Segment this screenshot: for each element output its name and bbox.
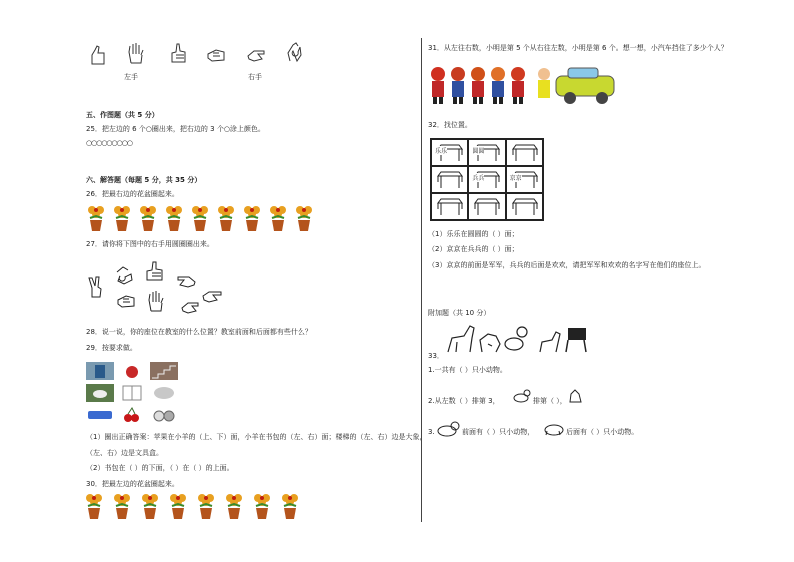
flower-pot[interactable] bbox=[190, 204, 210, 232]
question-32-part-3: （3）京京的前面是军军，兵兵的后面是欢欢，请把军军和欢欢的名字写在他们的座位上。 bbox=[428, 261, 706, 269]
dog-icon bbox=[511, 388, 531, 404]
flower-pot[interactable] bbox=[112, 492, 132, 520]
left-hand-label: 左手 bbox=[124, 73, 138, 81]
puppy-icon bbox=[434, 420, 460, 438]
hand-fist-icon bbox=[206, 44, 226, 66]
book-icon bbox=[118, 384, 146, 402]
flower-pot[interactable] bbox=[138, 204, 158, 232]
pig-icon bbox=[542, 419, 566, 437]
desk-icon bbox=[435, 170, 465, 190]
seat-name-label: 乐乐 bbox=[435, 148, 448, 155]
flower-pot[interactable] bbox=[164, 204, 184, 232]
flower-pot[interactable] bbox=[168, 492, 188, 520]
hand-five-icon bbox=[126, 42, 146, 64]
hand-point-right-icon bbox=[202, 286, 222, 308]
children-and-car-picture bbox=[430, 62, 620, 106]
seat-cell[interactable] bbox=[431, 193, 468, 220]
flower-pot[interactable] bbox=[280, 492, 300, 520]
flower-pot[interactable] bbox=[252, 492, 272, 520]
flower-pot[interactable] bbox=[112, 204, 132, 232]
pencil-case-icon bbox=[86, 406, 114, 424]
hand-thumbs-up-icon-2 bbox=[144, 260, 164, 282]
desk-icon bbox=[510, 197, 540, 217]
seat-name-label: 圆圆 bbox=[472, 148, 485, 155]
question-32-part-1: （1）乐乐在圆圆的（ ）面； bbox=[428, 230, 519, 238]
flower-pot[interactable] bbox=[216, 204, 236, 232]
flower-pot[interactable] bbox=[86, 204, 106, 232]
question-29-picture-grid bbox=[86, 362, 178, 424]
question-28: 28．说一说，你的座位在教室的什么位置？教室前面和后面都有些什么？ bbox=[86, 328, 312, 336]
question-30: 30．把最左边的花盆圈起来。 bbox=[86, 480, 179, 488]
question-29: 29．按要求做。 bbox=[86, 344, 137, 352]
question-33-part-2b: 排第（ ）， bbox=[533, 397, 567, 405]
extra-section-title: 附加题（共 10 分） bbox=[428, 309, 491, 317]
question-32: 32．找位置。 bbox=[428, 121, 472, 129]
hand-ok-icon bbox=[284, 41, 304, 63]
question-33-part-3b: 前面有（ ）只小动物， bbox=[462, 428, 535, 436]
flower-pot[interactable] bbox=[84, 492, 104, 520]
backpack-icon bbox=[86, 362, 114, 380]
goat-icon bbox=[86, 384, 114, 402]
hand-point-icon bbox=[246, 44, 266, 66]
cherry-icon bbox=[118, 406, 146, 424]
question-27: 27．请你将下图中的右手用圆圈圈出来。 bbox=[86, 240, 214, 248]
hand-victory-icon bbox=[86, 276, 106, 298]
seat-cell[interactable] bbox=[468, 139, 505, 166]
seat-name-label: 京京 bbox=[509, 175, 522, 182]
seat-cell[interactable] bbox=[431, 166, 468, 193]
cat-icon bbox=[567, 388, 585, 404]
seat-cell[interactable] bbox=[468, 193, 505, 220]
stairs-icon bbox=[150, 362, 178, 380]
question-26: 26．把最右边的花盆圈起来。 bbox=[86, 190, 179, 198]
question-29-part-1: （1）圈出正确答案：苹果在小羊的（上、下）面，小羊在书包的（左、右）面；楼梯的（左、右）边是大象， bbox=[86, 433, 427, 441]
question-33-part-1: 1.一共有（ ）只小动物。 bbox=[428, 366, 507, 374]
flower-pot[interactable] bbox=[294, 204, 314, 232]
seat-cell[interactable] bbox=[506, 166, 543, 193]
question-33-part-2a: 2.从左数（ ）排第 3， bbox=[428, 397, 500, 405]
question-33: 33． bbox=[428, 352, 444, 360]
flower-pot[interactable] bbox=[224, 492, 244, 520]
seat-cell[interactable] bbox=[431, 139, 468, 166]
desk-icon bbox=[435, 197, 465, 217]
apple-icon bbox=[118, 362, 146, 380]
question-31: 31．从左往右数，小明是第 5 个从右往左数，小明是第 6 个。想一想，小汽车挡住了多少个人？ bbox=[428, 44, 728, 52]
seat-cell[interactable] bbox=[506, 139, 543, 166]
hand-five-icon-2 bbox=[146, 290, 166, 312]
seat-name-label: 兵兵 bbox=[472, 175, 485, 182]
question-29-part-2: （2）书包在（ ）的下面，（ ）在（ ）的上面。 bbox=[86, 464, 234, 472]
question-32-part-2: （2）京京在兵兵的（ ）面； bbox=[428, 245, 519, 253]
column-divider bbox=[421, 38, 422, 522]
balls-icon bbox=[150, 406, 178, 424]
question-33-part-3a: 3. bbox=[428, 428, 435, 436]
flower-pot[interactable] bbox=[140, 492, 160, 520]
desk-icon bbox=[472, 197, 502, 217]
elephant-icon bbox=[150, 384, 178, 402]
hand-thumbs-up-icon bbox=[168, 42, 188, 64]
seat-cell[interactable] bbox=[506, 193, 543, 220]
question-33-part-3c: 后面有（ ）只小动物。 bbox=[566, 428, 639, 436]
flower-pot-row-30 bbox=[84, 492, 314, 522]
hand-ok-icon-2 bbox=[114, 264, 134, 286]
seat-grid bbox=[430, 138, 544, 221]
desk-icon bbox=[510, 143, 540, 163]
hand-thumb-icon bbox=[88, 44, 108, 66]
section-5-title: 五、作图题（共 5 分） bbox=[86, 111, 159, 119]
question-29-part-1-cont: （左、右）边是文具盒。 bbox=[86, 449, 163, 457]
flower-pot[interactable] bbox=[268, 204, 288, 232]
seat-cell[interactable] bbox=[468, 166, 505, 193]
flower-pot[interactable] bbox=[196, 492, 216, 520]
animals-row-picture bbox=[444, 318, 594, 356]
hand-point-icon-2 bbox=[180, 296, 200, 318]
section-6-title: 六、解答题（每题 5 分，共 35 分） bbox=[86, 176, 202, 184]
hand-point-left-icon bbox=[176, 270, 196, 292]
flower-pot-row-26 bbox=[86, 204, 316, 234]
right-hand-label: 右手 bbox=[248, 73, 262, 81]
question-25-circles: ○○○○○○○○○ bbox=[86, 139, 132, 147]
hand-fist-icon-2 bbox=[116, 290, 136, 312]
flower-pot[interactable] bbox=[242, 204, 262, 232]
question-25: 25．把左边的 6 个○圈出来，把右边的 3 个○涂上颜色。 bbox=[86, 125, 265, 133]
